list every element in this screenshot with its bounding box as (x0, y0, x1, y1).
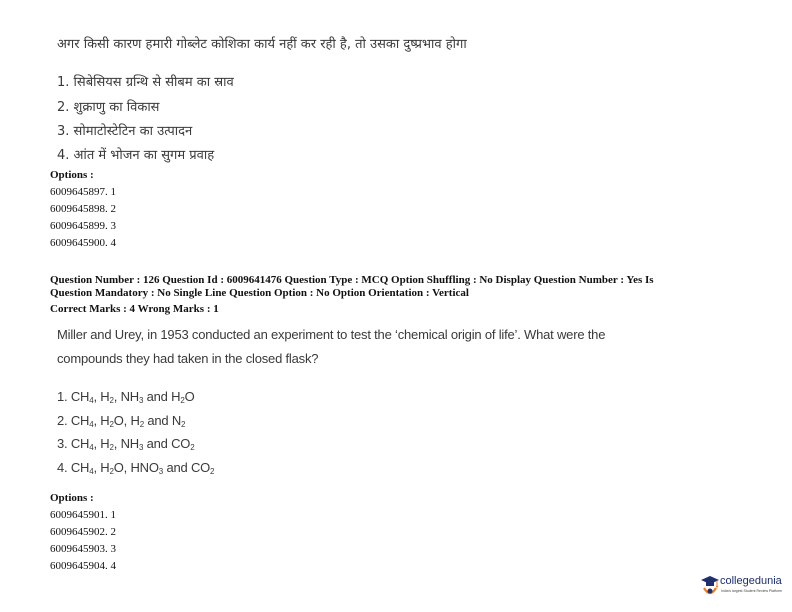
question-125-stem: अगर किसी कारण हमारी गोब्लेट कोशिका कार्य नहीं कर रही है, तो उसका दुष्प्रभाव होगा (57, 37, 467, 52)
q125-option-3: 6009645899. 3 (50, 220, 116, 232)
q125-option-2: 6009645898. 2 (50, 203, 116, 215)
collegedunia-logo (700, 574, 790, 604)
logo-tagline: India's largest Student Review Platform (721, 589, 782, 593)
q125-choice-2: 2. शुक्राणु का विकास (57, 100, 160, 115)
q126-options-label: Options : (50, 492, 94, 504)
q125-choice-3: 3. सोमाटोस्टेटिन का उत्पादन (57, 124, 193, 139)
graduation-cap-icon (700, 574, 720, 600)
q125-choice-1: 1. सिबेसियस ग्रन्थि से सीबम का स्राव (57, 75, 234, 90)
q125-option-4: 6009645900. 4 (50, 237, 116, 249)
q125-options-label: Options : (50, 169, 94, 181)
q125-choice-4: 4. आंत में भोजन का सुगम प्रवाह (57, 148, 215, 163)
q126-stem-line1: Miller and Urey, in 1953 conducted an experiment to test the ‘chemical origin of life’. What were the (57, 327, 606, 342)
q126-choice-3: 3. $CH_4$, $H_2$, $NH_3$ and $CO_2$ (57, 436, 195, 452)
q126-option-1: 6009645901. 1 (50, 509, 116, 521)
q126-choice-4: 4. $CH_4$, $H_2O$, $HNO_3$ and $CO_2$ (57, 460, 215, 476)
q126-option-2: 6009645902. 2 (50, 526, 116, 538)
q125-option-1: 6009645897. 1 (50, 186, 116, 198)
q126-marks: Correct Marks : 4 Wrong Marks : 1 (50, 303, 219, 315)
q126-meta-line2: Question Mandatory : No Single Line Question Option : No Option Orientation : Vertical (50, 287, 469, 299)
q126-stem-line2: compounds they had taken in the closed flask? (57, 351, 319, 366)
q126-option-3: 6009645903. 3 (50, 543, 116, 555)
q126-choice-2: 2. $CH_4$, $H_2O$, $H_2$ and $N_2$ (57, 413, 186, 429)
q126-option-4: 6009645904. 4 (50, 560, 116, 572)
q126-choice-1: 1. $CH_4$, $H_2$, $NH_3$ and $H_2O$ (57, 389, 195, 405)
q126-meta-line1: Question Number : 126 Question Id : 6009641476 Question Type : MCQ Option Shuffling : No Display Question Number : Yes Is (50, 274, 654, 286)
logo-wordmark: collegedunia (720, 575, 782, 587)
